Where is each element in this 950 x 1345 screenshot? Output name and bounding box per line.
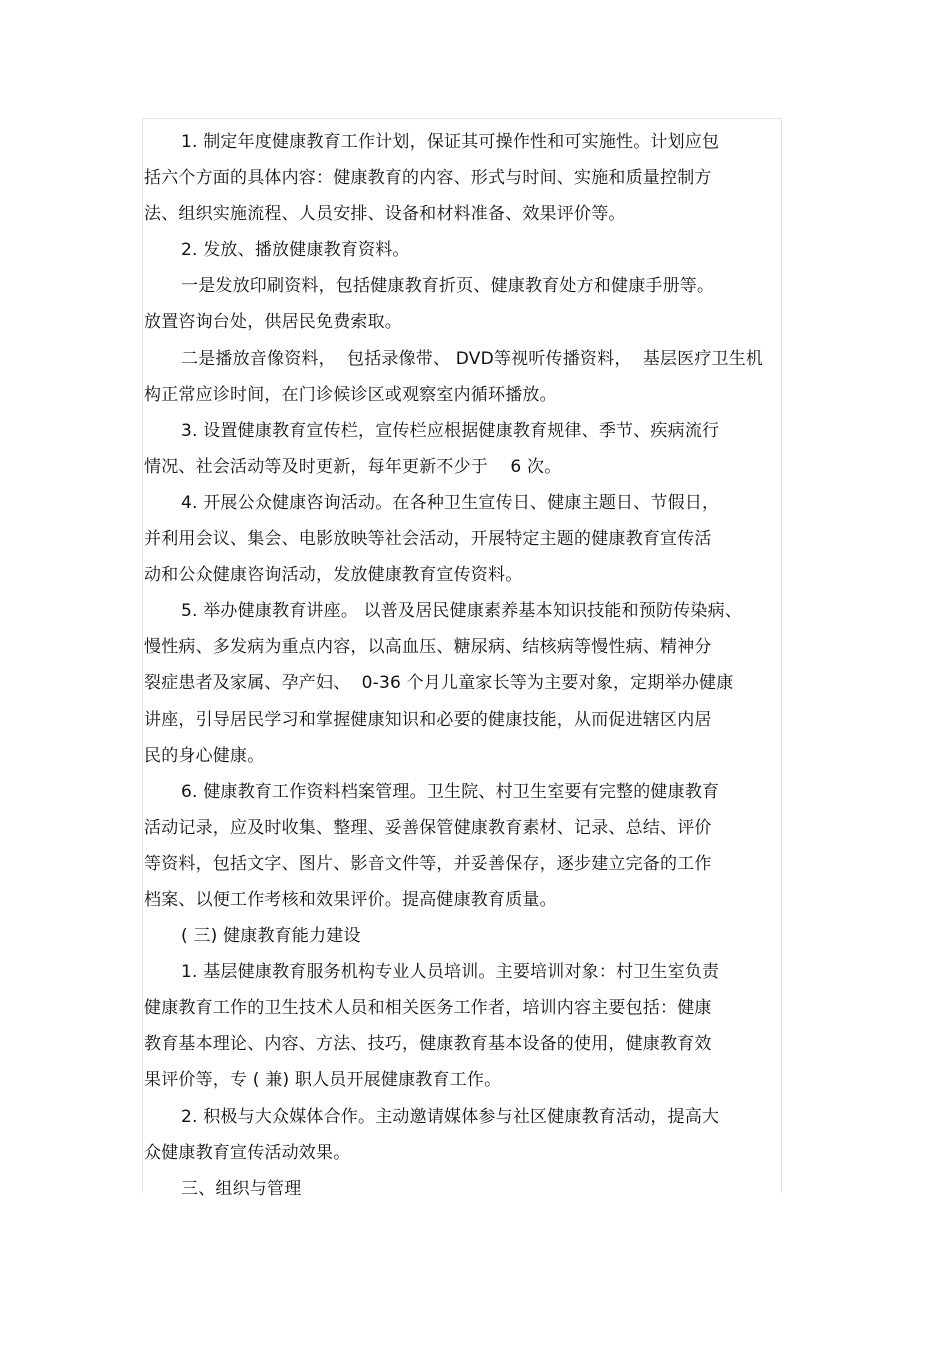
text-line: 括六个方面的具体内容：健康教育的内容、形式与时间、实施和质量控制方 — [144, 168, 712, 189]
text-line: 放置咨询台处，供居民免费索取。 — [144, 312, 402, 333]
text-line: 2. 发放、播放健康教育资料。 — [181, 240, 410, 261]
text-line: 慢性病、多发病为重点内容，以高血压、糖尿病、结核病等慢性病、精神分 — [144, 637, 712, 658]
text-line: 等资料，包括文字、图片、影音文件等，并妥善保存，逐步建立完备的工作 — [144, 853, 712, 874]
text-line: 二是播放音像资料， 包括录像带、 DVD等视听传播资料， 基层医疗卫生机 — [181, 348, 764, 369]
text-line: 3. 设置健康教育宣传栏，宣传栏应根据健康教育规律、季节、疾病流行 — [181, 420, 720, 441]
text-line: 裂症患者及家属、孕产妇、 0-36 个月儿童家长等为主要对象，定期举办健康 — [144, 673, 734, 694]
text-line: ( 三) 健康教育能力建设 — [181, 926, 361, 947]
text-line: 健康教育工作的卫生技术人员和相关医务工作者，培训内容主要包括：健康 — [144, 998, 712, 1019]
text-line: 并利用会议、集会、电影放映等社会活动，开展特定主题的健康教育宣传活 — [144, 529, 712, 550]
text-line: 情况、社会活动等及时更新，每年更新不少于 6 次。 — [144, 456, 562, 477]
text-line: 1. 基层健康教育服务机构专业人员培训。主要培训对象：村卫生室负责 — [181, 962, 720, 983]
text-line: 教育基本理论、内容、方法、技巧，健康教育基本设备的使用，健康教育效 — [144, 1034, 712, 1055]
text-line: 讲座，引导居民学习和掌握健康知识和必要的健康技能，从而促进辖区内居 — [144, 709, 712, 730]
text-line: 三、组织与管理 — [181, 1178, 302, 1199]
text-line: 档案、以便工作考核和效果评价。提高健康教育质量。 — [144, 889, 557, 910]
text-line: 众健康教育宣传活动效果。 — [144, 1142, 351, 1163]
text-line: 5. 举办健康教育讲座。 以普及居民健康素养基本知识技能和预防传染病、 — [181, 601, 743, 622]
text-line: 2. 积极与大众媒体合作。主动邀请媒体参与社区健康教育活动，提高大 — [181, 1106, 720, 1127]
document-body — [144, 124, 780, 1207]
text-line: 构正常应诊时间，在门诊候诊区或观察室内循环播放。 — [144, 384, 557, 405]
text-line: 4. 开展公众健康咨询活动。在各种卫生宣传日、健康主题日、节假日， — [181, 492, 720, 513]
text-line: 动和公众健康咨询活动，发放健康教育宣传资料。 — [144, 565, 523, 586]
text-line: 果评价等，专 ( 兼) 职人员开展健康教育工作。 — [144, 1070, 502, 1091]
text-line: 一是发放印刷资料，包括健康教育折页、健康教育处方和健康手册等。 — [181, 276, 715, 297]
text-line: 1. 制定年度健康教育工作计划，保证其可操作性和可实施性。计划应包 — [181, 132, 720, 152]
text-line: 民的身心健康。 — [144, 745, 265, 766]
text-line: 法、组织实施流程、人员安排、设备和材料准备、效果评价等。 — [144, 204, 626, 225]
text-line: 6. 健康教育工作资料档案管理。卫生院、村卫生室要有完整的健康教育 — [181, 781, 720, 802]
text-line: 活动记录，应及时收集、整理、妥善保管健康教育素材、记录、总结、评价 — [144, 817, 712, 838]
